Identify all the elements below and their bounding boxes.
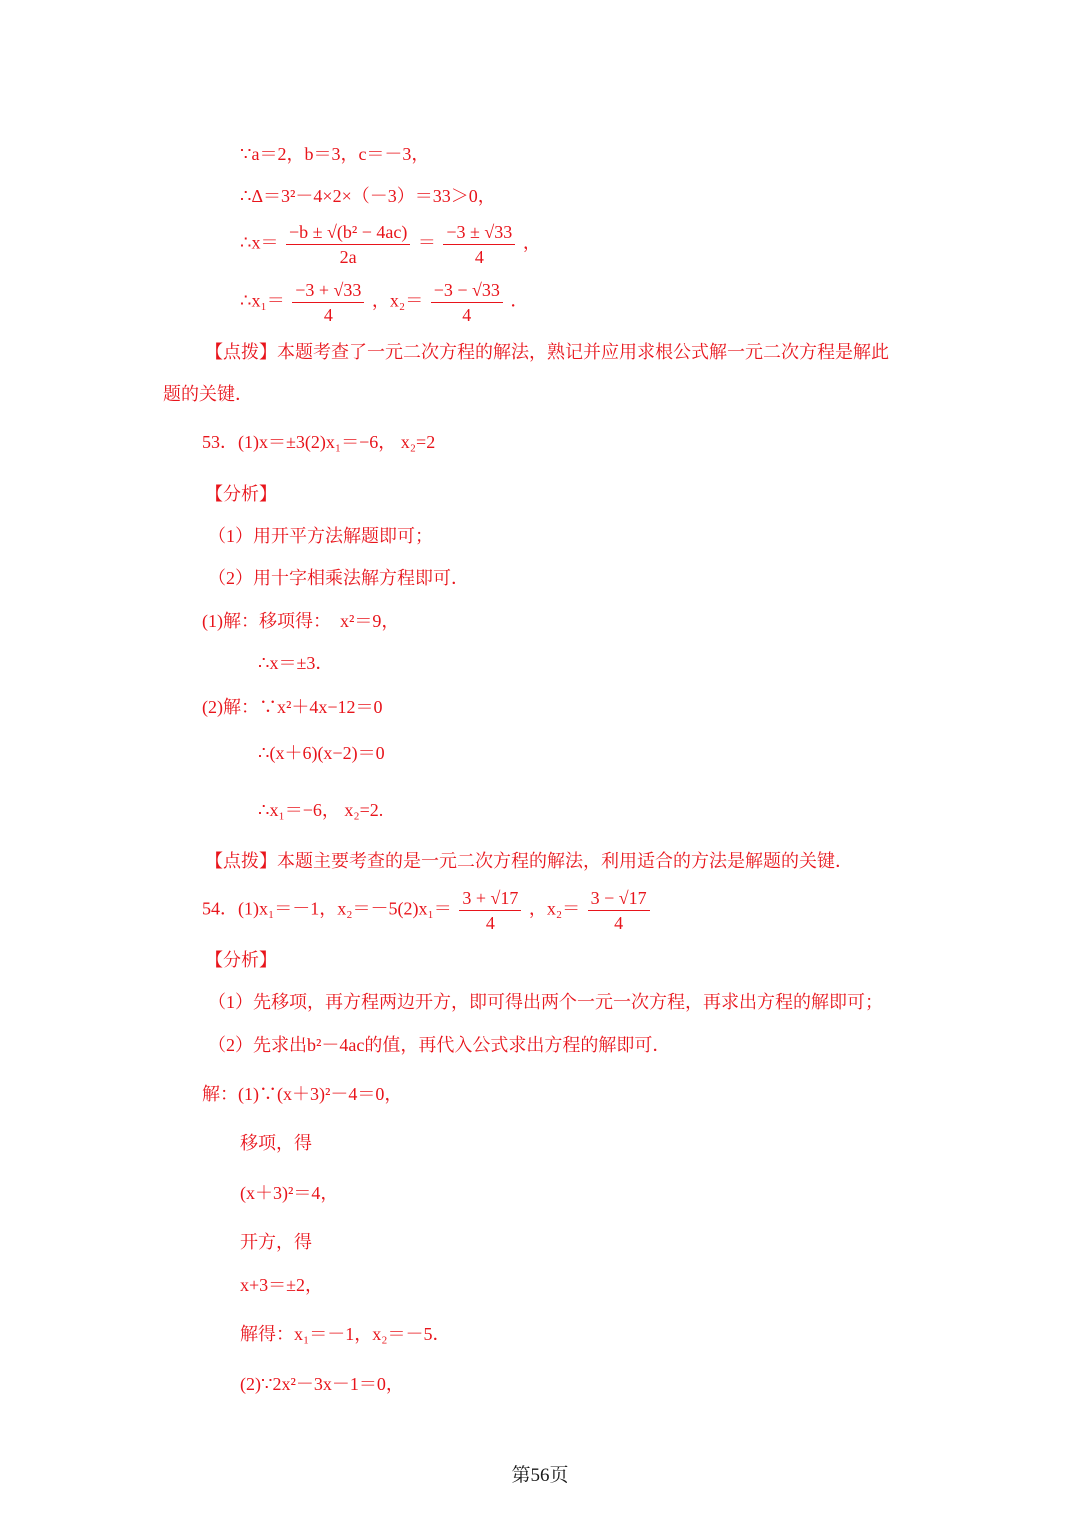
- formula-tail: ，: [522, 232, 541, 253]
- formula-fraction-substituted: [443, 220, 515, 269]
- question-54-mid: ，x₂＝: [528, 898, 581, 919]
- solution-54-line-4: [240, 1230, 312, 1254]
- analysis-54-step-1: [208, 990, 883, 1014]
- q54-root-two-fraction: [588, 886, 650, 935]
- formula-equals: ＝: [417, 232, 436, 253]
- analysis-heading-54-text: 【分析】: [205, 950, 277, 970]
- solution-54-line-6-text: 解得：x₁＝－1，x₂＝－5．: [240, 1324, 451, 1344]
- solution-53-line-5: [258, 798, 383, 822]
- solution-53-line-5-text: ∴x₁＝−6， x₂=2.: [258, 800, 384, 820]
- roots-mid: ，x₂＝: [371, 290, 424, 311]
- root-one-fraction: [292, 278, 364, 327]
- analysis-heading-53: [205, 482, 277, 506]
- discriminant-text: ∴Δ＝3²－4×2×（－3）＝33＞0，: [240, 186, 496, 206]
- solution-54-line-5-text: x+3＝±2，: [240, 1275, 324, 1295]
- solution-53-line-4: [258, 741, 385, 765]
- root-two-denominator: 4: [462, 305, 472, 325]
- solution-54-line-3: [240, 1181, 338, 1205]
- given-coefficients-text: ∵a＝2，b＝3，c＝－3，: [240, 144, 430, 164]
- root-one-denominator: 4: [323, 305, 333, 325]
- formula-denominator-general: 2a: [339, 247, 357, 267]
- q54-root-two-denominator: 4: [614, 913, 624, 933]
- tip-text-1a: 【点拨】本题考查了一元二次方程的解法，熟记并应用求根公式解一元二次方程是解此: [205, 342, 889, 362]
- solution-54-line-7: [240, 1372, 404, 1396]
- given-coefficients: [240, 142, 429, 166]
- page-number: 第56页: [511, 1465, 569, 1486]
- q54-root-two-numerator: 3 − √17: [588, 886, 650, 911]
- solution-54-line-4-text: 开方，得: [240, 1232, 312, 1252]
- solution-53-line-3-text: (2)解：∵x²＋4x−12＝0: [202, 697, 383, 717]
- analysis-53-step-1-text: （1）用开平方法解题即可；: [208, 526, 433, 546]
- analysis-heading-54: [205, 948, 277, 972]
- analysis-54-step-2-text: （2）先求出b²－4ac的值，再代入公式求出方程的解即可．: [208, 1035, 671, 1055]
- q54-root-one-numerator: 3 + √17: [459, 886, 521, 911]
- q54-root-one-denominator: 4: [485, 913, 495, 933]
- question-54-lead: 54．(1)x₁＝－1，x₂＝－5(2)x₁＝: [202, 898, 452, 919]
- q54-root-one-fraction: [459, 886, 521, 935]
- solution-54-line-3-text: (x＋3)²＝4，: [240, 1183, 339, 1203]
- tip-paragraph-2: [205, 849, 853, 873]
- tip-paragraph-1b: [163, 382, 253, 406]
- root-two-fraction: [431, 278, 503, 327]
- analysis-53-step-1: [208, 524, 433, 548]
- quadratic-formula-line: [240, 220, 541, 269]
- solution-54-line-2: [240, 1131, 312, 1155]
- solution-54-line-1: [202, 1082, 402, 1106]
- formula-denominator-substituted: 4: [474, 247, 484, 267]
- question-53-answer: [202, 430, 435, 454]
- analysis-54-step-1-text: （1）先移项，再方程两边开方，即可得出两个一元一次方程，再求出方程的解即可；: [208, 992, 883, 1012]
- solution-53-line-2: [258, 651, 333, 675]
- roots-line: [240, 278, 528, 327]
- solution-54-line-5: [240, 1273, 323, 1297]
- discriminant-line: [240, 184, 496, 208]
- question-54-answer: [202, 886, 653, 935]
- analysis-53-step-2: [208, 566, 469, 590]
- formula-numerator-general: −b ± √(b² − 4ac): [286, 220, 410, 245]
- formula-fraction-general: [286, 220, 410, 269]
- solution-54-line-1-text: 解：(1)∵(x＋3)²－4＝0，: [202, 1084, 403, 1104]
- tip-text-1b: 题的关键．: [163, 384, 253, 404]
- tip-text-2: 【点拨】本题主要考查的是一元二次方程的解法，利用适合的方法是解题的关键．: [205, 851, 853, 871]
- roots-lead: ∴x₁＝: [240, 290, 285, 311]
- solution-53-line-3: [202, 695, 383, 719]
- solution-54-line-2-text: 移项，得: [240, 1133, 312, 1153]
- solution-54-line-6: [240, 1322, 451, 1346]
- solution-53-line-1-text: (1)解：移项得： x²＝9，: [202, 611, 400, 631]
- formula-numerator-substituted: −3 ± √33: [443, 220, 515, 245]
- root-one-numerator: −3 + √33: [292, 278, 364, 303]
- solution-53-line-1: [202, 609, 399, 633]
- solution-54-line-7-text: (2)∵2x²－3x－1＝0，: [240, 1374, 404, 1394]
- analysis-heading-53-text: 【分析】: [205, 484, 277, 504]
- analysis-54-step-2: [208, 1033, 670, 1057]
- tip-paragraph-1a: [205, 340, 889, 364]
- question-53-text: 53．(1)x＝±3(2)x₁＝−6， x₂=2: [202, 432, 436, 452]
- root-two-numerator: −3 − √33: [431, 278, 503, 303]
- page-number-footer: [0, 1464, 1080, 1488]
- solution-53-line-2-text: ∴x＝±3．: [258, 653, 334, 673]
- solution-53-line-4-text: ∴(x＋6)(x−2)＝0: [258, 743, 385, 763]
- analysis-53-step-2-text: （2）用十字相乘法解方程即可．: [208, 568, 469, 588]
- formula-lead: ∴x＝: [240, 232, 279, 253]
- roots-tail: ．: [510, 290, 529, 311]
